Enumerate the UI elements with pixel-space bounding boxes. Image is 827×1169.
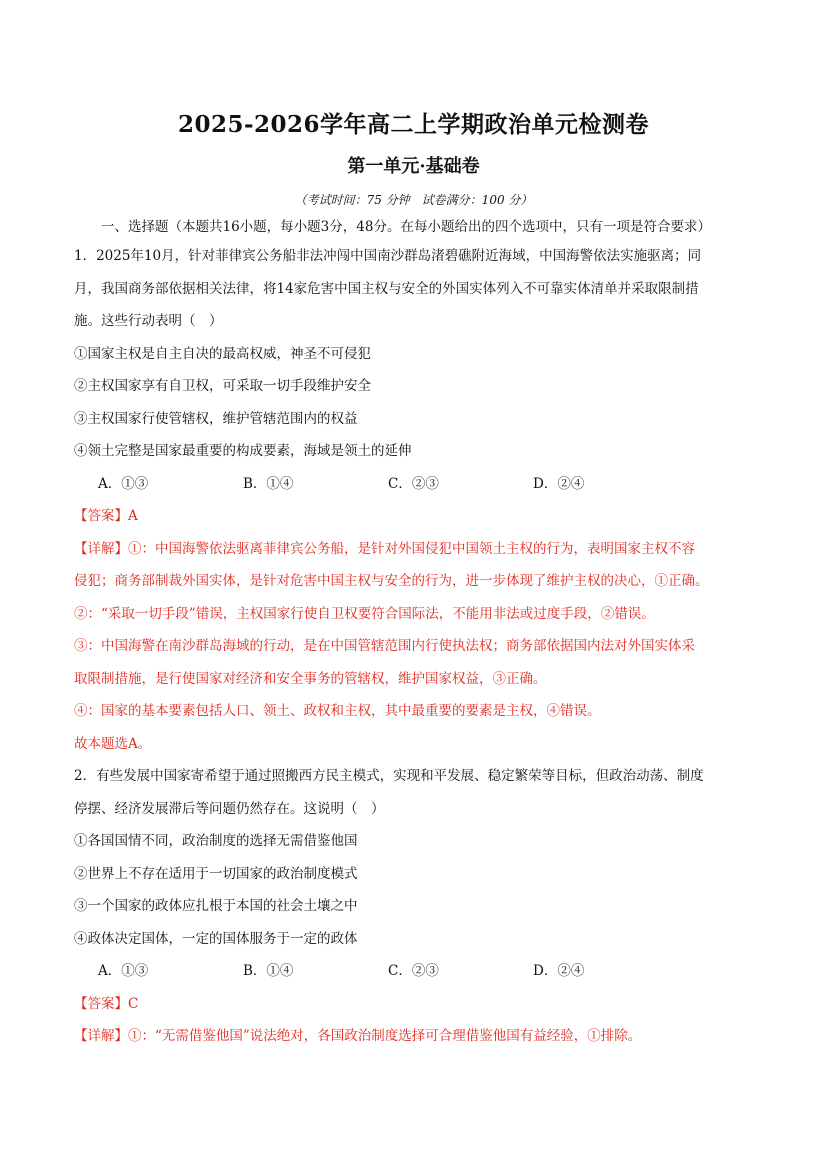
section-heading: 一、选择题（本题共16小题，每小题3分，48分。在每小题给出的四个选项中，只有一项是符合要求） xyxy=(101,219,711,235)
option-d: D．②④ xyxy=(533,475,585,492)
detail-line: ④：国家的基本要素包括人口、领土、政权和主权，其中最重要的要素是主权，④错误。 xyxy=(74,703,601,719)
answer-options xyxy=(74,955,754,988)
detail-line: 侵犯；商务部制裁外国实体，是针对危害中国主权与安全的行为，进一步体现了维护主权的决心，①正确。 xyxy=(74,573,709,589)
detail-line: ②：“采取一切手段”错误，主权国家行使自卫权要符合国际法，不能用非法或过度手段，②错误。 xyxy=(74,605,655,622)
detail-line: 取限制措施，是行使国家对经济和安全事务的管辖权，维护国家权益，③正确。 xyxy=(74,670,547,687)
option-d: D．②④ xyxy=(533,963,585,979)
conclusion: 故本题选A。 xyxy=(74,735,152,752)
question-1 xyxy=(74,240,754,760)
question-stem-line: 1．2025年10月，针对菲律宾公务船非法冲闯中国南沙群岛渚碧礁附近海域，中国海警依法实施驱离；同 xyxy=(74,248,702,264)
question-stem-line: 施。这些行动表明（ ） xyxy=(74,313,223,329)
statement-3: ③一个国家的政体应扎根于本国的社会土壤之中 xyxy=(74,898,358,914)
detail-line: 【详解】①：“无需借鉴他国”说法绝对，各国政治制度选择可合理借鉴他国有益经验，①排除。 xyxy=(74,1028,642,1044)
option-c: C．②③ xyxy=(388,475,439,492)
question-stem-line: 停摆、经济发展滞后等问题仍然存在。这说明（ ） xyxy=(74,800,385,817)
detail-line: 【详解】①：中国海警依法驱离菲律宾公务船，是针对外国侵犯中国领土主权的行为，表明国家主权不容 xyxy=(74,540,695,557)
option-a: A．①③ xyxy=(98,963,149,979)
statement-1: ①国家主权是自主自决的最高权威，神圣不可侵犯 xyxy=(74,345,371,362)
statement-3: ③主权国家行使管辖权，维护管辖范围内的权益 xyxy=(74,410,358,427)
statement-2: ②世界上不存在适用于一切国家的政治制度模式 xyxy=(74,865,358,882)
detail-line: ③：中国海警在南沙群岛海域的行动，是在中国管辖范围内行使执法权；商务部依据国内法对外国实体采 xyxy=(74,638,695,654)
statement-1: ①各国国情不同，政治制度的选择无需借鉴他国 xyxy=(74,833,358,849)
answer-label: 【答案】C xyxy=(74,995,139,1012)
option-a: A．①③ xyxy=(98,475,149,492)
exam-info: （考试时间：75 分钟 试卷满分：100 分） xyxy=(294,193,533,207)
statement-2: ②主权国家享有自卫权，可采取一切手段维护安全 xyxy=(74,378,371,394)
option-b: B．①④ xyxy=(243,963,294,979)
statement-4: ④政体决定国体，一定的国体服务于一定的政体 xyxy=(74,930,358,947)
option-b: B．①④ xyxy=(243,475,294,492)
option-c: C．②③ xyxy=(388,963,439,979)
document-body xyxy=(74,214,754,1053)
statement-4: ④领土完整是国家最重要的构成要素，海域是领土的延伸 xyxy=(74,443,412,459)
question-stem-line: 2．有些发展中国家寄希望于通过照搬西方民主模式，实现和平发展、稳定繁荣等目标，但政治动荡、制度 xyxy=(74,768,704,784)
answer-label: 【答案】A xyxy=(74,508,138,524)
answer-options xyxy=(74,468,754,501)
page-subtitle: 第一单元·基础卷 xyxy=(347,156,480,177)
question-2 xyxy=(74,760,754,1053)
question-stem-line: 月，我国商务部依据相关法律，将14家危害中国主权与安全的外国实体列入不可靠实体清单并采取限制措 xyxy=(74,280,699,297)
page-title: 2025-2026学年高二上学期政治单元检测卷 xyxy=(177,111,650,138)
